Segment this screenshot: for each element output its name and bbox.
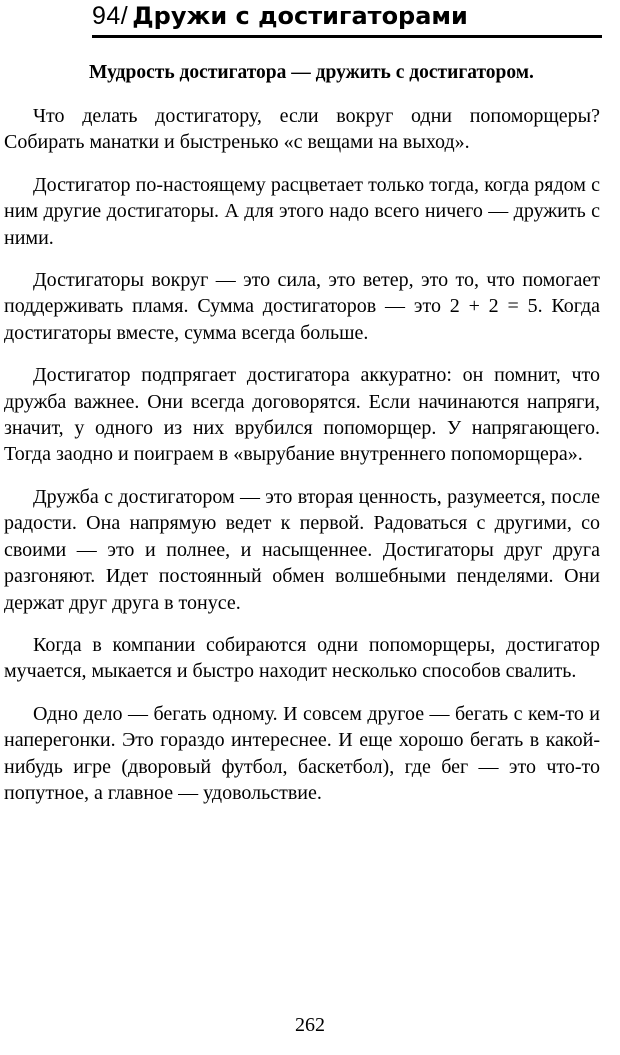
paragraph-4: Достигатор подпрягает достигатора аккуратно: он помнит, что дружба важнее. Они всегда договорятся. Если начинаются напряги, значит, у одного из них врубился попоморщер. У напрягающего. Тогда заодно и поиграем в «вырубание внутреннего попоморщера». <box>4 364 600 466</box>
page-number: 262 <box>295 1014 325 1036</box>
chapter-number: 94/ <box>92 2 129 30</box>
paragraph-5: Дружба с достигатором — это вторая ценность, разумеется, после радости. Она напрямую ведет к первой. Радоваться с другими, со своими — это и полнее, и насыщеннее. Достигаторы друг друга разгоняют. Идет постоянный обмен волшебными пенделями. Они держат друг друга в тонусе. <box>4 485 600 614</box>
section-title: Мудрость достигатора — дружить с достигатором. <box>89 62 534 83</box>
paragraph-2: Достигатор по-настоящему расцветает только тогда, когда рядом с ним другие достигаторы. А для этого надо всего ничего — дружить с ними. <box>4 173 600 249</box>
chapter-header <box>92 2 602 36</box>
paragraph-7: Одно дело — бегать одному. И совсем другое — бегать с кем-то и наперегонки. Это гораздо интереснее. И еще хорошо бегать в какой-нибудь игре (дворовый футбол, баскетбол), где бег — это что-то попутное, а главное — удовольствие. <box>4 702 600 804</box>
paragraph-6: Когда в компании собираются одни попоморщеры, достигатор мучается, мыкается и быстро находит несколько способов свалить. <box>4 633 600 683</box>
page-body <box>4 60 600 822</box>
paragraph-1: Что делать достигатору, если вокруг одни попоморщеры? Собирать манатки и быстренько «с вещами на выход». <box>4 105 600 154</box>
paragraph-3: Достигаторы вокруг — это сила, это ветер, это то, что помогает поддерживать пламя. Сумма достигаторов — это 2 + 2 = 5. Когда достигаторы вместе, сумма всегда больше. <box>4 269 600 344</box>
header-rule <box>92 35 602 38</box>
chapter-title: Дружи с достигаторами <box>132 2 468 30</box>
